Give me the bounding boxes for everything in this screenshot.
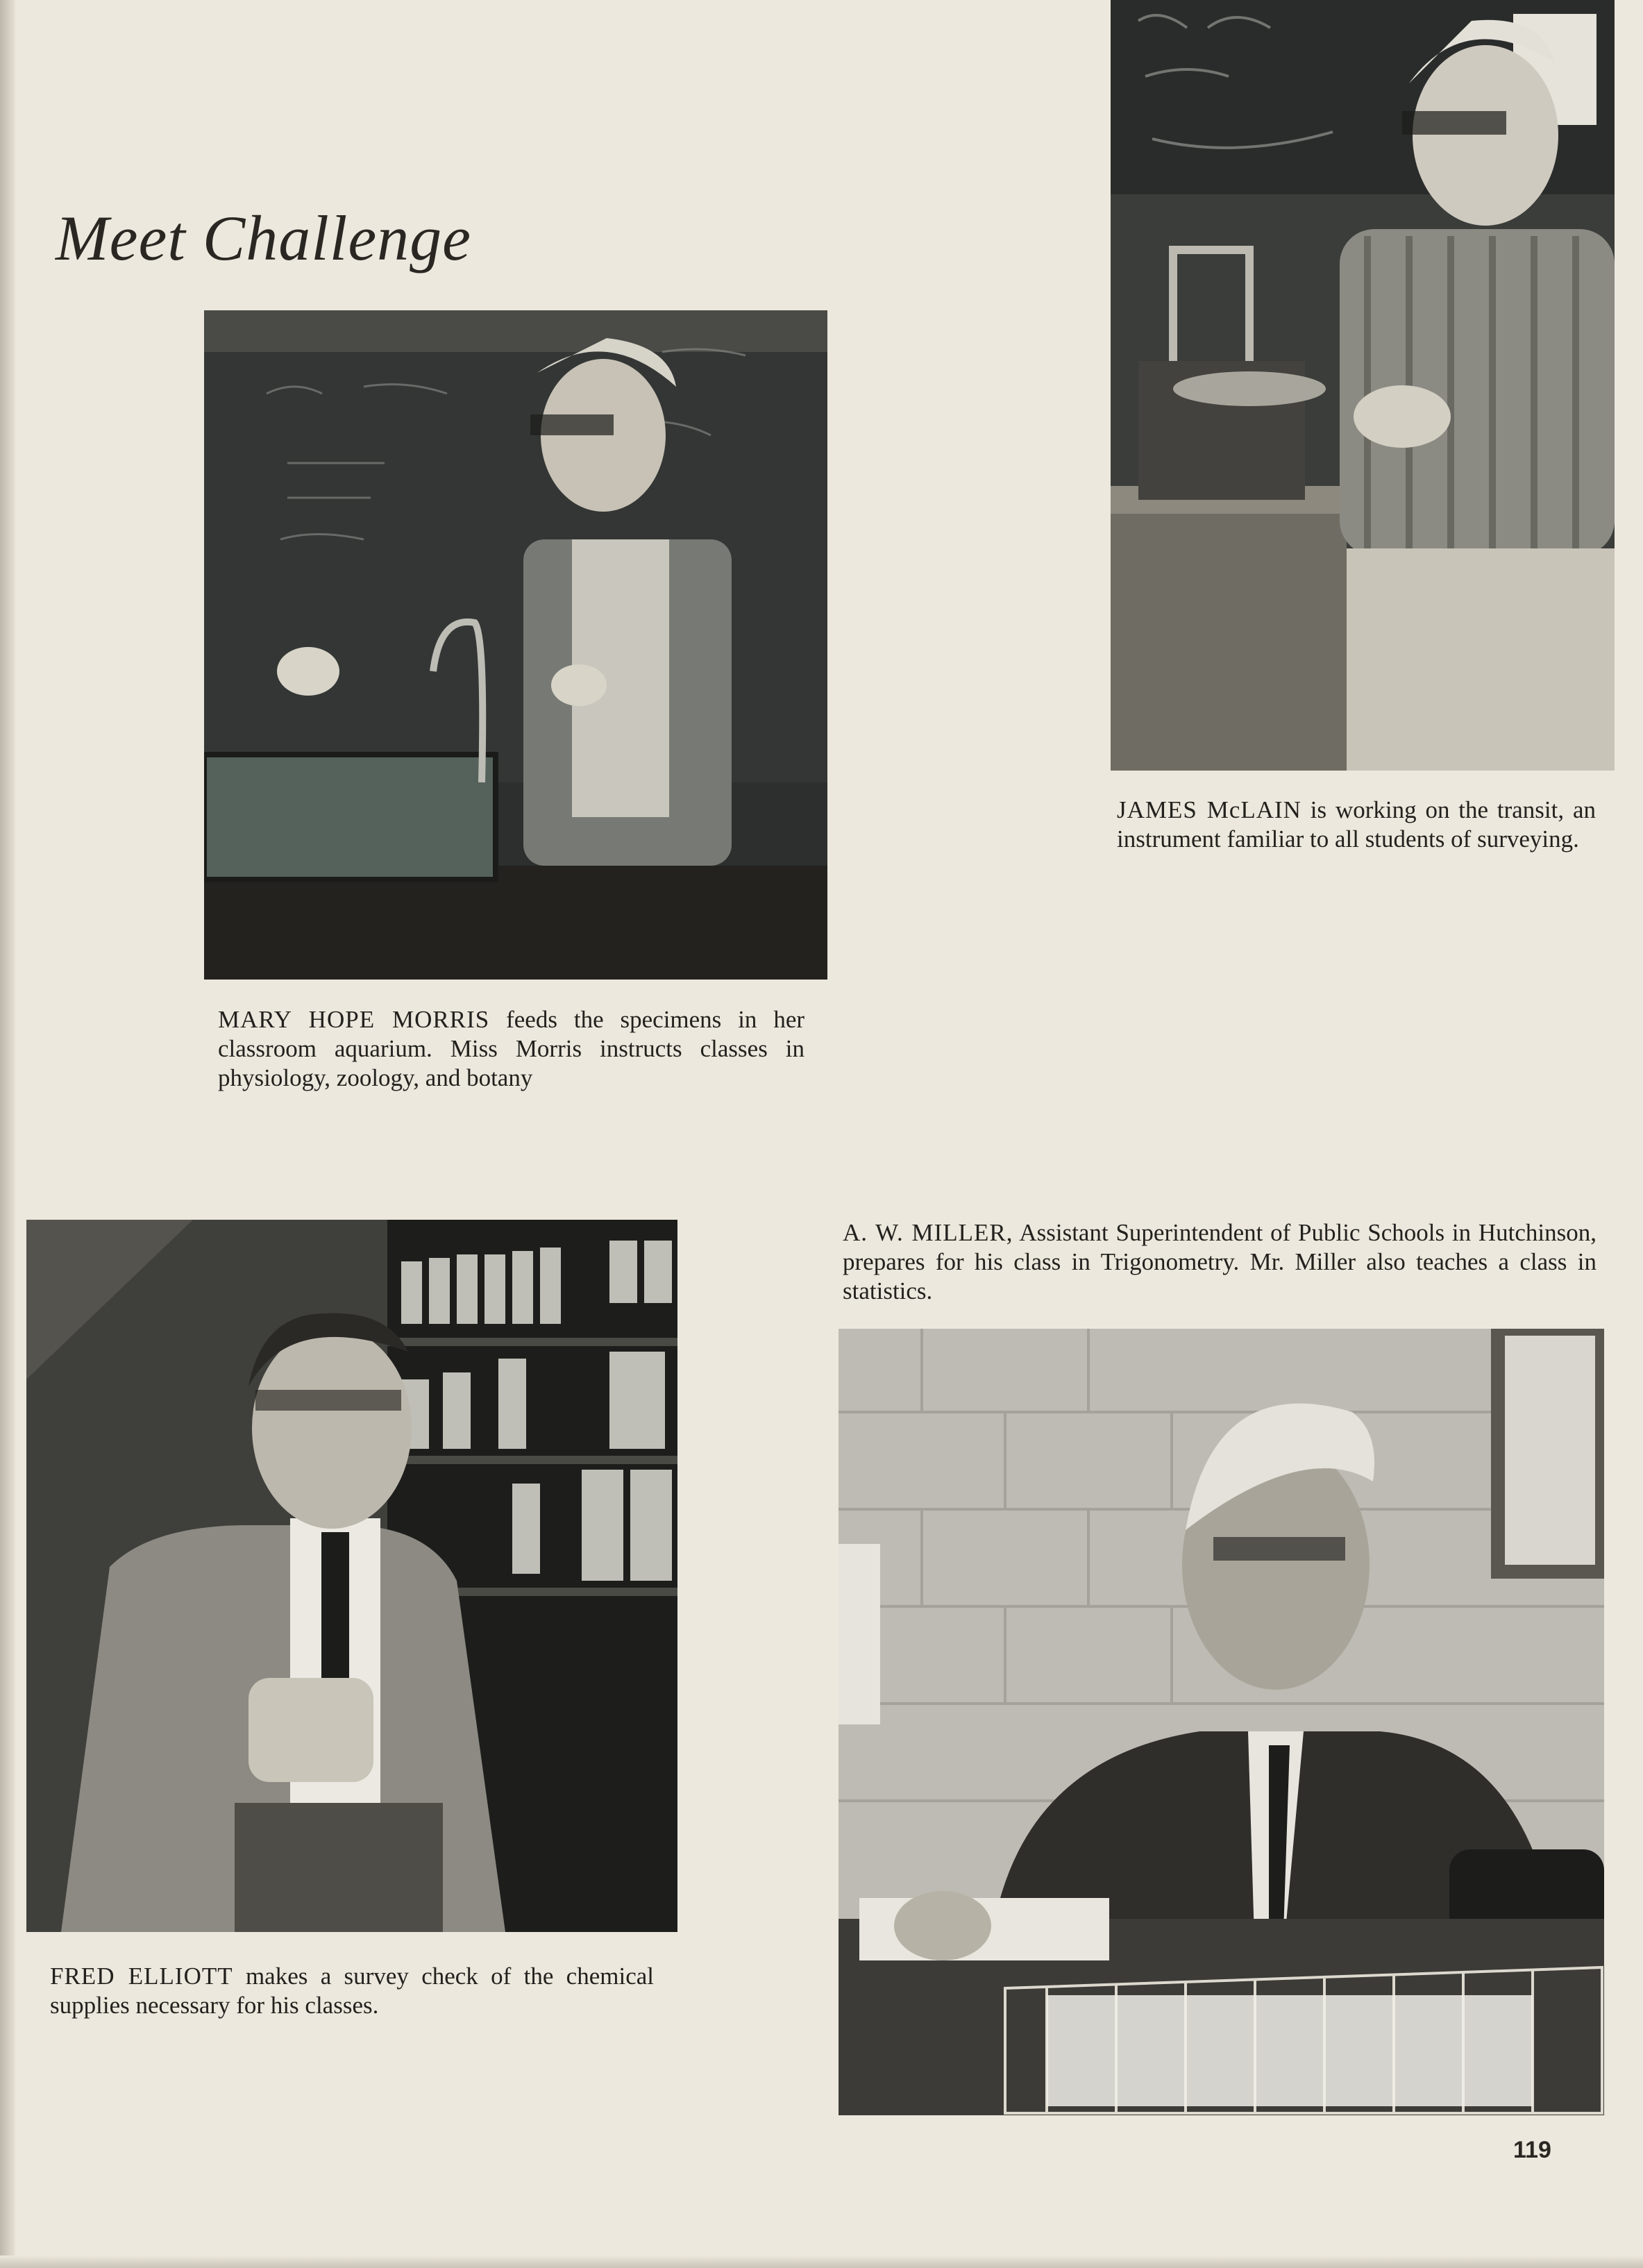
caption-name: MARY HOPE MORRIS <box>218 1006 490 1033</box>
caption-text: is working on the transit, an instrument familiar to all students of surveying. <box>1117 796 1596 852</box>
caption-text: feeds the specimens in her classroom aquarium. Miss Morris instructs classes in physiology, zoology, and botany <box>218 1006 805 1091</box>
caption-fred-elliott <box>50 1962 654 2020</box>
photo-james-mclain <box>1111 0 1615 771</box>
photo-a-w-miller <box>839 1329 1604 2115</box>
caption-a-w-miller <box>843 1218 1596 1306</box>
caption-text: makes a survey check of the chemical supplies necessary for his classes. <box>50 1963 654 2019</box>
photo-fred-elliott <box>26 1220 677 1932</box>
page-binding-edge <box>0 0 15 2268</box>
page-number: 119 <box>1513 2137 1551 2163</box>
caption-mary-hope-morris <box>218 1005 804 1093</box>
photo-mary-hope-morris <box>204 310 827 980</box>
caption-name: FRED ELLIOTT <box>50 1963 233 1990</box>
caption-name: JAMES McLAIN <box>1117 796 1301 823</box>
caption-text: Assistant Superintendent of Public Schools in Hutchinson, prepares for his class in Trigonometry. Mr. Miller also teaches a class in statistics. <box>843 1219 1596 1304</box>
page-bottom-edge <box>0 2256 1643 2268</box>
page-title: Meet Challenge <box>56 202 472 274</box>
caption-name: A. W. MILLER, <box>843 1219 1013 1246</box>
caption-james-mclain <box>1117 796 1596 854</box>
